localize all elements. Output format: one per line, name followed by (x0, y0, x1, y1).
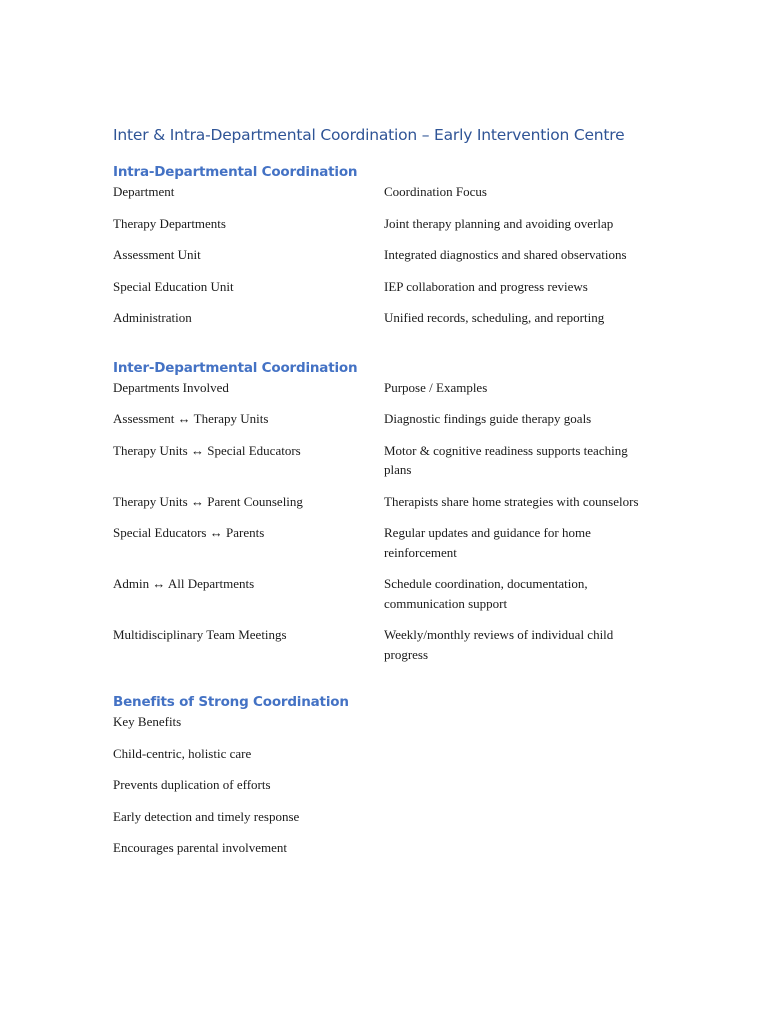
table-cell: Assessment Unit (113, 247, 201, 262)
table-row (113, 492, 653, 512)
document-page (113, 124, 653, 870)
table-row (113, 308, 653, 328)
table-row (113, 523, 653, 562)
list-item: Early detection and timely response (113, 808, 300, 824)
table-cell: Regular updates and guidance for home reinforcement (384, 525, 591, 560)
column-header: Department (113, 184, 175, 199)
inter-section (113, 358, 653, 677)
benefits-column-header: Key Benefits (113, 714, 182, 729)
list-item: Child-centric, holistic care (113, 745, 252, 761)
table-cell: IEP collaboration and progress reviews (384, 278, 588, 294)
table-cell: Multidisciplinary Team Meetings (113, 627, 287, 642)
table-cell: Motor & cognitive readiness supports teaching plans (384, 442, 628, 477)
inter-table (113, 378, 653, 677)
table-row (113, 441, 653, 480)
table-cell: Joint therapy planning and avoiding overlap (384, 215, 614, 231)
table-cell: Weekly/monthly reviews of individual child progress (384, 627, 614, 662)
document-title: Inter & Intra-Departmental Coordination – Early Intervention Centre (113, 126, 625, 144)
benefits-section (113, 692, 653, 858)
table-cell: Integrated diagnostics and shared observations (384, 247, 627, 262)
table-cell: Schedule coordination, documentation, communication support (384, 576, 588, 611)
table-cell: Therapy Units ↔ Special Educators (113, 442, 301, 458)
table-cell: Special Education Unit (113, 278, 234, 294)
inter-heading: Inter-Departmental Coordination (113, 359, 358, 376)
column-header: Coordination Focus (384, 184, 487, 199)
table-row (113, 409, 653, 429)
table-cell: Therapy Units ↔ Parent Counseling (113, 493, 303, 509)
table-cell: Administration (113, 310, 192, 325)
intra-table (113, 182, 653, 340)
table-row (113, 277, 653, 297)
table-row (113, 574, 653, 613)
table-cell: Unified records, scheduling, and reporting (384, 310, 605, 325)
table-header-row (113, 378, 653, 398)
table-row (113, 625, 653, 664)
intra-heading: Intra-Departmental Coordination (113, 164, 358, 180)
list-item: Encourages parental involvement (113, 840, 287, 855)
table-row (113, 214, 653, 234)
table-row (113, 245, 653, 265)
column-header: Departments Involved (113, 379, 229, 395)
table-cell: Special Educators ↔ Parents (113, 525, 265, 540)
table-cell: Assessment ↔ Therapy Units (113, 411, 269, 426)
intra-section (113, 162, 653, 340)
column-header: Purpose / Examples (384, 379, 488, 395)
list-item: Prevents duplication of efforts (113, 777, 271, 792)
table-header-row (113, 182, 653, 202)
table-cell: Admin ↔ All Departments (113, 576, 255, 591)
table-cell: Therapy Departments (113, 215, 226, 231)
benefits-heading: Benefits of Strong Coordination (113, 694, 349, 710)
table-cell: Diagnostic findings guide therapy goals (384, 411, 592, 426)
table-cell: Therapists share home strategies with counselors (384, 493, 639, 509)
